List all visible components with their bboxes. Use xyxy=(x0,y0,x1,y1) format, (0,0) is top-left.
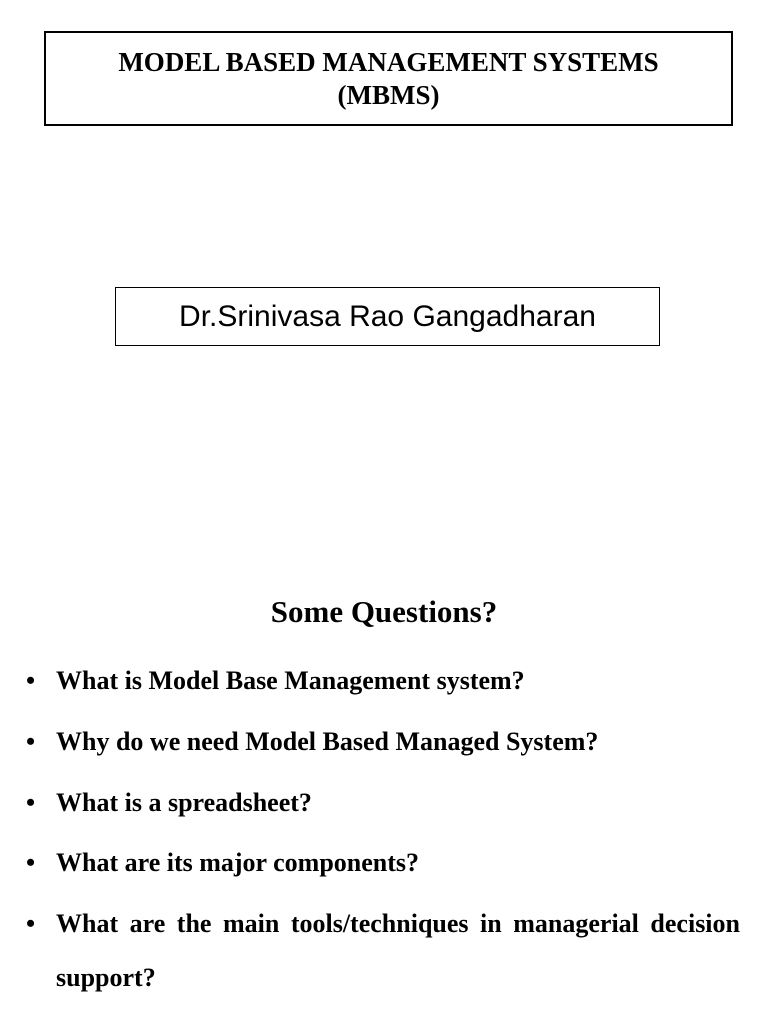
question-item xyxy=(26,715,740,769)
bullet-icon: • xyxy=(26,727,36,756)
questions-heading: Some Questions? xyxy=(270,594,498,629)
question-item xyxy=(26,654,740,708)
bullet-icon: • xyxy=(26,788,36,817)
question-item xyxy=(26,897,740,1005)
question-text: What are its major components? xyxy=(56,848,420,877)
bullet-icon: • xyxy=(26,666,36,695)
question-item xyxy=(26,836,740,890)
bullet-icon: • xyxy=(26,848,36,877)
question-text: Why do we need Model Based Managed System? xyxy=(56,727,599,756)
question-item xyxy=(26,776,740,830)
question-text: What are the main tools/techniques in managerial decision support? xyxy=(56,909,740,992)
author-name-box xyxy=(115,287,660,346)
question-text: What is a spreadsheet? xyxy=(56,788,312,817)
question-text: What is Model Base Management system? xyxy=(56,666,525,695)
document-title-box xyxy=(44,31,733,126)
bullet-icon: • xyxy=(26,909,36,938)
author-name: Dr.Srinivasa Rao Gangadharan xyxy=(179,299,596,333)
document-title-acronym: (MBMS) xyxy=(337,79,440,110)
document-title: MODEL BASED MANAGEMENT SYSTEMS xyxy=(118,46,659,77)
